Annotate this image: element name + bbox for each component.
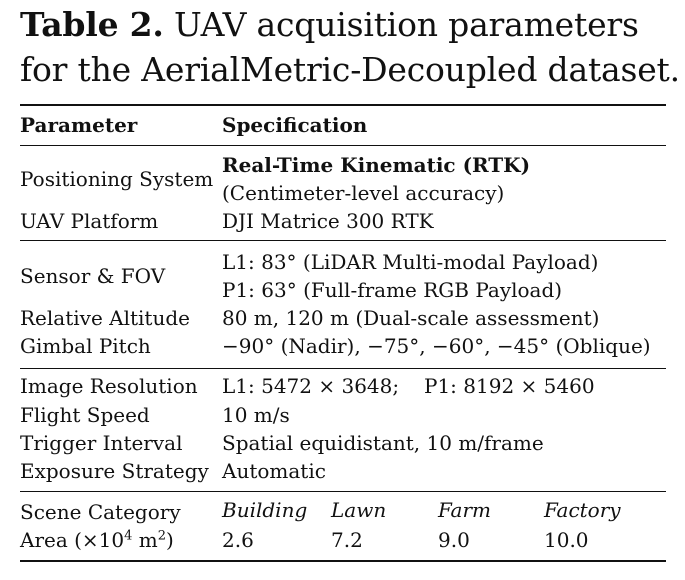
param-sensor-fov: Sensor & FOV	[20, 264, 166, 288]
scene-farm: Farm	[438, 498, 491, 522]
param-exposure-strategy: Exposure Strategy	[20, 459, 209, 483]
scene-factory: Factory	[544, 498, 621, 522]
bottom-rule	[20, 560, 666, 562]
header-rule	[20, 145, 666, 146]
caption-text-2: for the AerialMetric-Decoupled dataset.	[20, 50, 680, 89]
param-area	[20, 528, 174, 552]
header-parameter: Parameter	[20, 113, 138, 137]
spec-exposure-strategy: Automatic	[222, 459, 326, 483]
spec-resolution-l1: L1: 5472 × 3648;	[222, 374, 400, 398]
spec-gimbal-pitch: −90° (Nadir), −75°, −60°, −45° (Oblique)	[222, 334, 651, 358]
area-factory: 10.0	[544, 528, 589, 552]
area-farm: 9.0	[438, 528, 470, 552]
spec-uav-platform: DJI Matrice 300 RTK	[222, 209, 434, 233]
area-mid: m	[132, 528, 158, 552]
spec-flight-speed: 10 m/s	[222, 403, 290, 427]
caption-text-1: UAV acquisition parameters	[174, 5, 639, 44]
area-lawn: 7.2	[331, 528, 363, 552]
param-relative-altitude: Relative Altitude	[20, 306, 190, 330]
table-caption	[20, 2, 680, 92]
param-image-resolution: Image Resolution	[20, 374, 198, 398]
spec-sensor-p1: P1: 63° (Full-frame RGB Payload)	[222, 278, 563, 302]
scene-building: Building	[222, 498, 308, 522]
area-exp: 4	[124, 528, 133, 544]
top-rule	[20, 104, 666, 106]
section-rule-2	[20, 368, 666, 369]
area-prefix: Area (×10	[20, 528, 125, 552]
spec-resolution-p1: P1: 8192 × 5460	[424, 374, 595, 398]
spec-sensor-l1: L1: 83° (LiDAR Multi-modal Payload)	[222, 250, 599, 274]
caption-label: Table 2.	[20, 5, 164, 44]
param-trigger-interval: Trigger Interval	[20, 431, 183, 455]
spec-trigger-interval: Spatial equidistant, 10 m/frame	[222, 431, 544, 455]
caption-line-1	[20, 2, 680, 47]
section-rule-1	[20, 240, 666, 241]
param-flight-speed: Flight Speed	[20, 403, 150, 427]
param-positioning-system: Positioning System	[20, 167, 214, 191]
param-gimbal-pitch: Gimbal Pitch	[20, 334, 151, 358]
header-specification: Specification	[222, 113, 368, 137]
section-rule-3	[20, 491, 666, 492]
scene-lawn: Lawn	[331, 498, 387, 522]
area-exp2: 2	[157, 528, 167, 544]
area-suffix: )	[166, 528, 174, 552]
spec-positioning-bold: Real-Time Kinematic (RTK)	[222, 153, 531, 177]
area-building: 2.6	[222, 528, 254, 552]
param-uav-platform: UAV Platform	[20, 209, 159, 233]
spec-positioning-note: (Centimeter-level accuracy)	[222, 181, 505, 205]
param-scene-category: Scene Category	[20, 500, 181, 524]
spec-relative-altitude: 80 m, 120 m (Dual-scale assessment)	[222, 306, 600, 330]
